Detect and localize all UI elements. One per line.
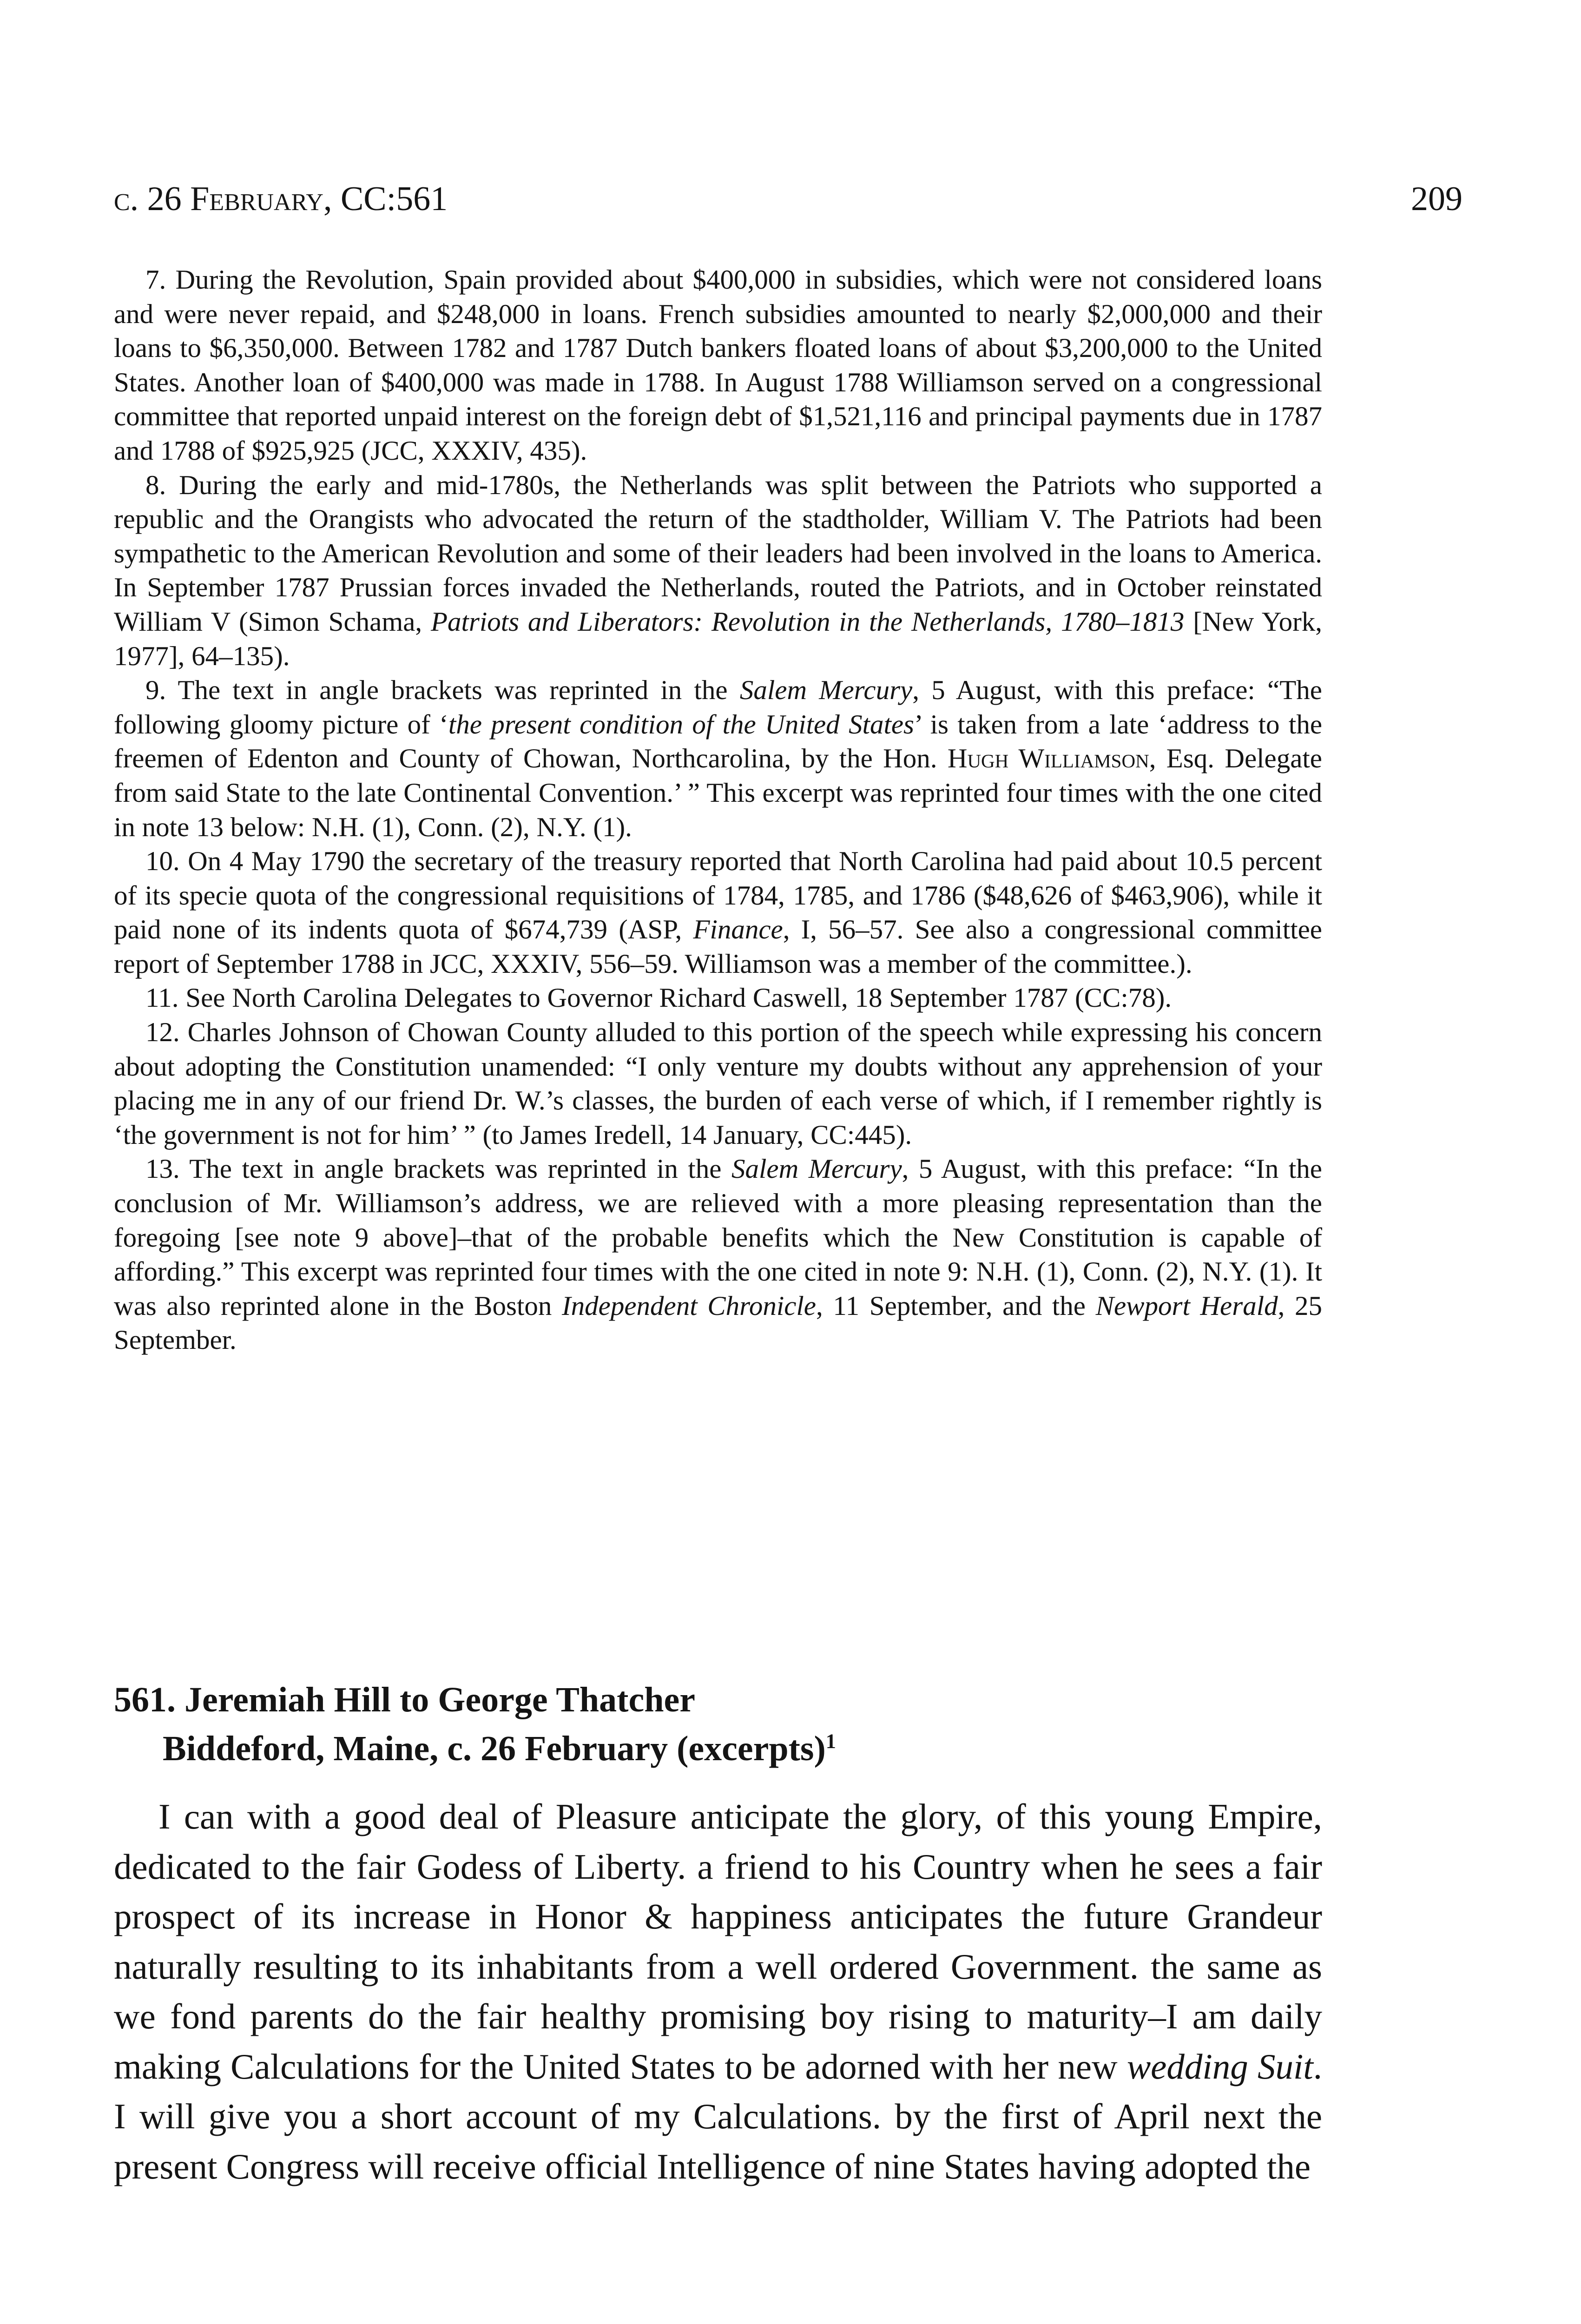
- note-11: [114, 981, 1322, 1015]
- heading-note-ref: 1: [825, 1730, 836, 1753]
- note-13: [114, 1152, 1322, 1357]
- note-13-text-a: 13. The text in angle brackets was reprinted in the: [145, 1153, 731, 1184]
- note-9-text-c: ’ is taken from a late ‘address to the freemen of Edenton and County of Chowan, Northcarolina, by the Hon.: [114, 708, 1323, 774]
- note-9-newspaper: Salem Mercury: [739, 674, 913, 706]
- note-13-text-d: , 25 September.: [114, 1290, 1322, 1355]
- note-10: [114, 844, 1322, 981]
- document-heading: [114, 1676, 1322, 1773]
- note-7-text: 7. During the Revolution, Spain provided about $400,000 in subsidies, which were not considered loans and were never repaid, and $248,000 in loans. French subsidies amounted to nearly $2,000,000 and their loans to $6,350,000. Between 1782 and 1787 Dutch bankers floated loans of about $3,200,000 to the United States. Another loan of $400,000 was made in 1788. In August 1788 Williamson served on a congressional committee that reported unpaid interest on the foreign debt of $1,521,116 and principal payments due in 1787 and 1788 of $925,925 (JCC, XXXIV, 435).: [114, 264, 1322, 466]
- note-13-newspaper-3: Newport Herald: [1095, 1290, 1278, 1321]
- note-10-finance: Finance: [693, 914, 783, 945]
- note-9-name: Hugh Williamson: [947, 743, 1149, 774]
- note-13-newspaper: Salem Mercury: [731, 1153, 902, 1184]
- document-place-date: [114, 1724, 1322, 1773]
- note-10-text-a: 10. On 4 May 1790 the secretary of the treasury reported that North Carolina had paid about 10.5 percent of its specie quota of the congressional requisitions of 1784, 1785, and 1786 ($48,626 of $463,906), while it paid none of its indents quota of $674,739 (ASP,: [114, 845, 1322, 945]
- note-12-text: 12. Charles Johnson of Chowan County alluded to this portion of the speech while expressing his concern about adopting the Constitution unamended: “I only venture my doubts without any apprehension of your placing me in any of our friend Dr. W.’s classes, the burden of each verse of which, if I remember rightly is ‘the government is not for him’ ” (to James Iredell, 14 January, CC:445).: [114, 1017, 1322, 1150]
- note-9-text-a: 9. The text in angle brackets was reprinted in the: [145, 674, 740, 706]
- note-8: [114, 468, 1322, 673]
- document-title: 561. Jeremiah Hill to George Thatcher: [114, 1680, 695, 1719]
- note-8-book-title: Patriots and Liberators: Revolution in the Netherlands, 1780–1813: [430, 606, 1185, 637]
- note-8-text-b: [New York, 1977], 64–135).: [114, 606, 1322, 671]
- endnotes: [114, 263, 1322, 1357]
- letter-body-text-a: I can with a good deal of Pleasure anticipate the glory, of this young Empire, dedicated to the fair Godess of Liberty. a friend to his Country when he sees a fair prospect of its increase in Honor & happiness anticipates the future Grandeur naturally resulting to its inhabitants from a well ordered Government. the same as we fond parents do the fair healthy promising boy rising to maturity–I am daily making Calculations for the United States to be adorned with her new: [114, 1796, 1322, 2086]
- note-13-text-b: , 5 August, with this preface: “In the conclusion of Mr. Williamson’s address, we are relieved with a more pleasing representation than the foregoing [see note 9 above]–that of the probable benefits which the New Constitution is capable of affording.” This excerpt was reprinted four times with the one cited in note 9: N.H. (1), Conn. (2), N.Y. (1). It was also reprinted alone in the Boston: [114, 1153, 1322, 1321]
- note-12: [114, 1015, 1322, 1152]
- note-7: [114, 263, 1322, 468]
- running-head-title: c. 26 February, CC:561: [114, 180, 448, 218]
- note-9: [114, 673, 1322, 844]
- letter-body: [114, 1792, 1322, 2192]
- note-9-text-b: , 5 August, with this preface: “The following gloomy picture of ‘: [114, 674, 1322, 739]
- note-8-text-a: 8. During the early and mid-1780s, the Netherlands was split between the Patriots who supported a republic and the Orangists who advocated the return of the stadtholder, William V. The Patriots had been sympathetic to the American Revolution and some of their leaders had been involved in the loans to America. In September 1787 Prussian forces invaded the Netherlands, routed the Patriots, and in October reinstated William V (Simon Schama,: [114, 469, 1322, 637]
- note-11-text: 11. See North Carolina Delegates to Governor Richard Caswell, 18 September 1787 (CC:78).: [145, 982, 1172, 1013]
- document-place-date-text: Biddeford, Maine, c. 26 February (excerpts): [163, 1729, 826, 1768]
- running-head: [114, 176, 1467, 222]
- letter-body-text-b: . I will give you a short account of my Calculations. by the first of April next the present Congress will receive official Intelligence of nine States having adopted the: [114, 2046, 1323, 2186]
- note-10-text-b: , I, 56–57. See also a congressional committee report of September 1788 in JCC, XXXIV, 556–59. Williamson was a member of the committee.).: [114, 914, 1322, 979]
- letter-body-italic: wedding Suit: [1126, 2046, 1313, 2086]
- note-9-quote: the present condition of the United States: [448, 708, 915, 739]
- page-number: 209: [1411, 180, 1462, 218]
- note-9-text-d: , Esq. Delegate from said State to the late Continental Convention.’ ” This excerpt was reprinted four times with the one cited in note 13 below: N.H. (1), Conn. (2), N.Y. (1).: [114, 743, 1322, 842]
- note-13-newspaper-2: Independent Chronicle: [562, 1290, 816, 1321]
- note-13-text-c: , 11 September, and the: [816, 1290, 1096, 1321]
